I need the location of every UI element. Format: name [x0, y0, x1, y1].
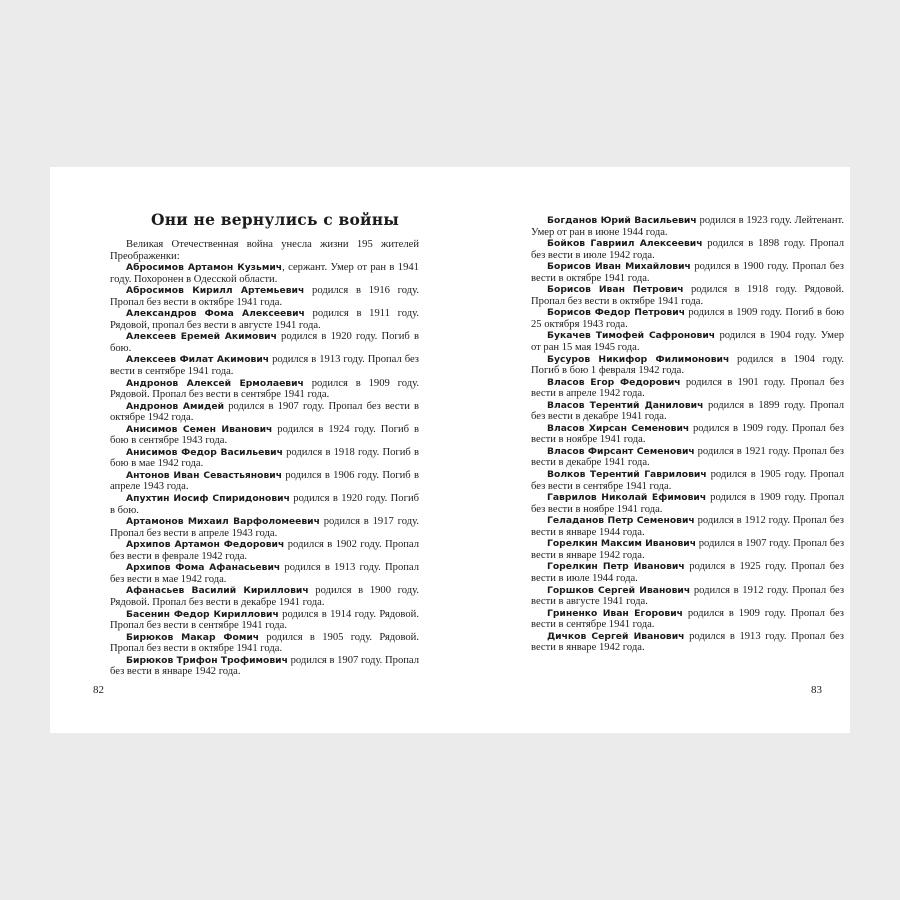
memorial-entry: [110, 562, 419, 585]
memorial-entry: [110, 262, 419, 285]
person-name: Бойков Гавриил Алексеевич: [547, 238, 703, 250]
person-name: Абросимов Артамон Кузьмич: [126, 262, 283, 274]
person-name: Власов Егор Федорович: [547, 376, 681, 388]
person-name: Борисов Иван Михайлович: [547, 261, 691, 273]
memorial-entry: [110, 447, 419, 470]
person-details: родился в 1916 году. Пропал без вести в октябре 1941 года.: [110, 285, 420, 308]
person-name: Богданов Юрий Васильевич: [547, 215, 697, 226]
person-name: Афанасьев Василий Кириллович: [126, 585, 309, 597]
memorial-entry: [531, 423, 844, 446]
memorial-entry: [531, 400, 844, 423]
book-spread: [50, 167, 850, 733]
memorial-entry: [531, 446, 844, 469]
person-details: родился в 1920 году. Погиб в бою.: [110, 493, 420, 516]
memorial-entry: [110, 424, 419, 447]
person-name: Архипов Фома Афанасьевич: [126, 562, 281, 574]
person-name: Горшков Сергей Иванович: [547, 584, 691, 596]
memorial-entry: [531, 469, 844, 492]
memorial-entry: [531, 238, 844, 261]
person-name: Борисов Федор Петрович: [547, 307, 685, 319]
person-name: Анисимов Семен Иванович: [126, 423, 273, 435]
person-details: родился в 1920 году. Погиб в бою.: [110, 331, 419, 354]
memorial-entry: [531, 538, 844, 561]
memorial-entry: [531, 631, 844, 654]
memorial-entry: [531, 561, 844, 584]
person-details: , сержант. Умер от ран в 1941 году. Похоронен в Одесской области.: [110, 262, 419, 285]
person-details: родился в 1913 году. Пропал без вести в сентябре 1941 года.: [110, 354, 419, 378]
person-name: Андронов Алексей Ермолаевич: [126, 377, 304, 389]
memorial-entry: [110, 401, 419, 424]
person-name: Букачев Тимофей Сафронович: [547, 330, 716, 342]
person-details: родился в 1901 году. Пропал без вести в апреле 1942 года.: [531, 376, 845, 400]
person-details: родился в 1917 году. Пропал без вести в апреле 1943 года.: [110, 516, 419, 539]
person-name: Архипов Артамон Федорович: [126, 539, 285, 551]
person-name: Гриненко Иван Егорович: [547, 607, 683, 619]
person-name: Артамонов Михаил Варфоломеевич: [126, 516, 320, 528]
right-text-column: [531, 215, 844, 654]
person-name: Волков Терентий Гаврилович: [547, 469, 707, 481]
memorial-entry: [110, 632, 419, 655]
memorial-entry: [531, 354, 844, 377]
memorial-entry: [110, 470, 419, 493]
person-name: Апухтин Иосиф Спиридонович: [126, 493, 290, 505]
memorial-entry: [110, 331, 419, 354]
person-details: родился в 1918 году. Рядовой. Пропал без вести в октябре 1941 года.: [531, 284, 844, 307]
memorial-entry: [531, 307, 844, 330]
person-details: родился в 1913 году. Пропал без вести в январе 1942 года.: [531, 630, 844, 654]
memorial-entry: [110, 308, 419, 331]
person-name: Александров Фома Алексеевич: [126, 308, 305, 320]
person-name: Гаврилов Николай Ефимович: [547, 492, 707, 504]
person-name: Бусуров Никифор Филимонович: [547, 353, 730, 365]
person-name: Бирюков Трифон Трофимович: [126, 654, 288, 666]
memorial-entry: [110, 516, 419, 539]
memorial-entry: [531, 492, 844, 515]
memorial-entry: [531, 608, 844, 631]
memorial-entry: [110, 655, 419, 678]
person-details: родился в 1909 году. Пропал без вести в ноябре 1941 года.: [531, 422, 844, 446]
memorial-entry: [110, 354, 419, 377]
person-name: Бирюков Макар Фомич: [126, 631, 260, 643]
memorial-entry: [531, 215, 844, 238]
person-name: Алексеев Филат Акимович: [126, 354, 270, 366]
person-details: родился в 1918 году. Погиб в бою в мае 1942 года.: [110, 446, 419, 470]
person-details: родился в 1907 году. Пропал без вести в октябре 1942 года.: [110, 400, 420, 424]
memorial-entry: [531, 585, 844, 608]
person-name: Антонов Иван Севастьянович: [126, 469, 283, 481]
page-number-right: 83: [811, 684, 822, 696]
memorial-entry: [110, 585, 419, 608]
person-details: родился в 1900 году. Пропал без вести в октябре 1941 года.: [531, 261, 844, 284]
person-details: родился в 1899 году. Пропал без вести в декабре 1941 года.: [531, 399, 845, 423]
memorial-entry: [110, 609, 419, 632]
page-title: Они не вернулись с войны: [151, 210, 399, 229]
person-details: родился в 1909 году. Пропал без вести в ноябре 1941 года.: [531, 492, 844, 515]
person-details: родился в 1907 году. Пропал без вести в январе 1942 года.: [531, 538, 845, 561]
person-details: родился в 1907 году. Пропал без вести в январе 1942 года.: [110, 654, 420, 678]
person-details: родился в 1906 году. Погиб в апреле 1943 года.: [110, 469, 419, 493]
person-details: родился в 1900 году. Рядовой. Пропал без вести в декабре 1941 года.: [110, 585, 419, 608]
person-name: Горелкин Максим Иванович: [547, 538, 697, 550]
person-details: родился в 1909 году. Рядовой. Пропал без вести в сентябре 1941 года.: [110, 377, 420, 401]
person-details: родился в 1904 году. Погиб в бою 1 февраля 1942 года.: [531, 353, 844, 377]
person-name: Басенин Федор Кириллович: [126, 608, 279, 620]
person-details: родился в 1905 году. Пропал без вести в сентябре 1941 года.: [531, 469, 845, 492]
person-details: родился в 1921 году. Пропал без вести в декабре 1941 года.: [531, 445, 844, 469]
memorial-entry: [110, 493, 419, 516]
person-name: Алексеев Еремей Акимович: [126, 331, 277, 343]
memorial-entry: [531, 330, 844, 353]
person-name: Анисимов Федор Васильевич: [126, 446, 283, 458]
person-name: Геладанов Петр Семенович: [547, 515, 695, 527]
memorial-entry: [531, 284, 844, 307]
person-name: Борисов Иван Петрович: [547, 284, 684, 296]
memorial-entry: [110, 539, 419, 562]
intro-paragraph: Великая Отечественная война унесла жизни 195 жителей Преображенки:: [110, 239, 419, 262]
person-name: Горелкин Петр Иванович: [547, 561, 685, 573]
left-text-column: [110, 239, 419, 678]
person-name: Власов Терентий Данилович: [547, 399, 704, 411]
person-details: родился в 1913 году. Пропал без вести в мае 1942 года.: [110, 562, 419, 585]
memorial-entry: [110, 285, 419, 308]
person-name: Власов Хирсан Семенович: [547, 422, 690, 434]
page-number-left: 82: [93, 684, 104, 696]
person-details: родился в 1924 году. Погиб в бою в сентябре 1943 года.: [110, 423, 420, 447]
memorial-entry: [531, 377, 844, 400]
person-details: родился в 1902 году. Пропал без вести в феврале 1942 года.: [110, 539, 420, 562]
person-details: родился в 1909 году. Пропал без вести в сентябре 1941 года.: [531, 607, 844, 631]
memorial-entry: [531, 261, 844, 284]
memorial-entry: [110, 378, 419, 401]
person-details: родился в 1912 году. Пропал без вести в августе 1941 года.: [531, 584, 845, 608]
person-name: Власов Фирсант Семенович: [547, 445, 695, 457]
person-details: родился в 1912 году. Пропал без вести в январе 1944 года.: [531, 515, 844, 538]
person-details: родился в 1925 году. Пропал без вести в июле 1944 года.: [531, 561, 844, 584]
person-details: родился в 1904 году. Умер от ран 15 мая 1945 года.: [531, 330, 844, 354]
person-details: родился в 1898 году. Пропал без вести в июле 1942 года.: [531, 238, 844, 261]
left-page: [50, 167, 450, 733]
person-details: родился в 1905 году. Рядовой. Пропал без вести в октябре 1941 года.: [110, 631, 419, 655]
person-name: Абросимов Кирилл Артемьевич: [126, 285, 305, 297]
person-details: родился в 1914 году. Рядовой. Пропал без вести в сентябре 1941 года.: [110, 608, 419, 632]
person-details: родился в 1911 году. Рядовой, пропал без вести в августе 1941 года.: [110, 308, 419, 331]
person-name: Андронов Амидей: [126, 400, 225, 412]
right-page: [450, 167, 850, 733]
person-details: родился в 1909 году. Погиб в бою 25 октября 1943 года.: [531, 307, 844, 330]
person-name: Дичков Сергей Иванович: [547, 630, 685, 642]
person-details: родился в 1923 году. Лейтенант. Умер от ран в июне 1944 года.: [531, 215, 845, 238]
memorial-entry: [531, 515, 844, 538]
